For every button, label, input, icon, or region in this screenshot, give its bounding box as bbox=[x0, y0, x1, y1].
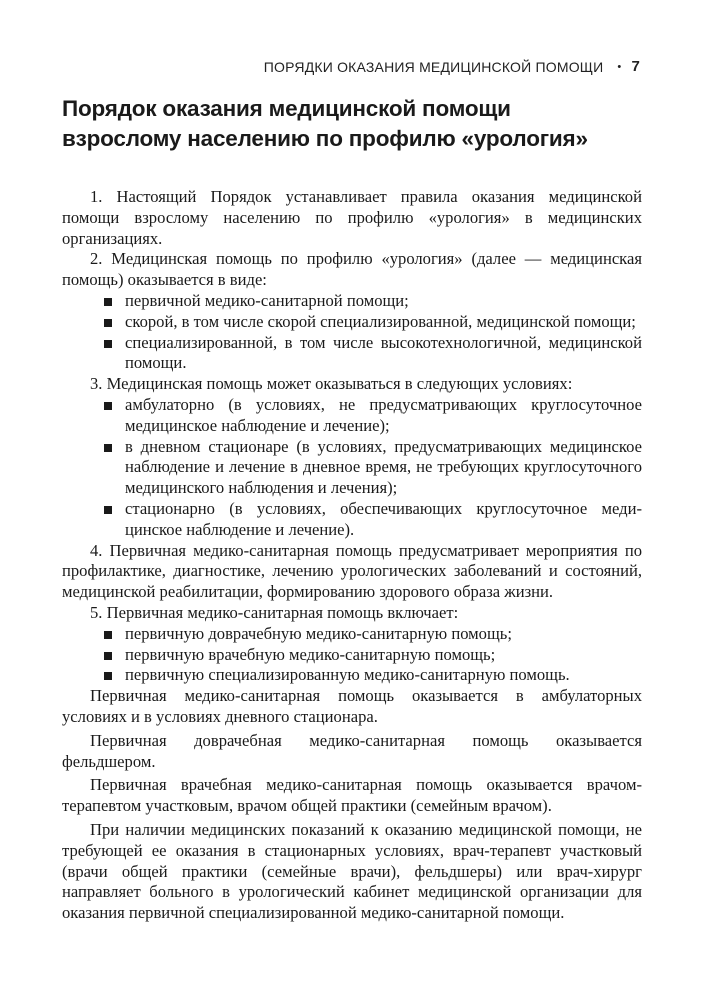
page-number: 7 bbox=[631, 58, 640, 75]
square-bullet-icon bbox=[104, 652, 112, 660]
list-item-text: первичную врачебную медико-санитарную помощь; bbox=[125, 644, 496, 664]
square-bullet-icon bbox=[104, 631, 112, 639]
paragraph-9: При наличии медицинских показаний к оказанию медицинской помощи, не требующей ее оказания в стационарных условиях, врач-терапевт участковый (врачи общей практики (семейные врачи), фельдшеры) или врач-хирург направляет больного в урологический кабинет медицинской организации для оказания первичной специализированной медико-санитарной помощи. bbox=[62, 819, 642, 923]
care-types-list bbox=[62, 291, 642, 374]
square-bullet-icon bbox=[104, 340, 112, 348]
list-item-text: в дневном стационаре (в условиях, предусматривающих медицинское наблюдение и лечение в дневное время, не требующих круглосуточного медицинского наблюдения и лечения); bbox=[125, 436, 642, 498]
care-conditions-list bbox=[62, 395, 642, 541]
paragraph-4: 4. Первичная медико-санитарная помощь предусматривает мероприятия по профилактике, диагностике, лечению урологических заболеваний и состояний, медицинской реабилитации, формированию здорового образа жизни. bbox=[62, 540, 642, 602]
list-item bbox=[125, 437, 642, 499]
list-item bbox=[125, 291, 642, 312]
paragraph-1: 1. Настоящий Порядок устанавливает правила оказания медицинской помощи взрослому населению по профилю «урология» в медицинских организациях. bbox=[62, 187, 642, 248]
paragraph-6: Первичная медико-санитарная помощь оказывается в амбулаторных условиях и в условиях дневного стационара. bbox=[62, 686, 642, 726]
primary-care-list bbox=[62, 624, 642, 686]
list-item-text: скорой, в том числе скорой специализированной, медицинской помощи; bbox=[125, 311, 636, 331]
list-item-text: первичной медико-санитарной помощи; bbox=[125, 290, 409, 310]
list-item-text: амбулаторно (в условиях, не предусматривающих круглосуточное медицинское наблюдение и лечение); bbox=[125, 394, 642, 435]
body-text bbox=[62, 187, 642, 924]
square-bullet-icon bbox=[104, 672, 112, 680]
list-item bbox=[125, 312, 642, 333]
section-title bbox=[62, 94, 622, 154]
paragraph-5: 5. Первичная медико-санитарная помощь включает: bbox=[90, 602, 459, 622]
square-bullet-icon bbox=[104, 298, 112, 306]
section-title-line-2: взрослому населению по профилю «урология» bbox=[62, 126, 588, 151]
list-item-text: первичную специализированную медико-санитарную помощь. bbox=[125, 665, 570, 685]
header-separator: • bbox=[617, 60, 622, 73]
list-item bbox=[125, 645, 642, 666]
paragraph-2: 2. Медицинская помощь по профилю «урология» (далее — медицинская помощь) оказывается в виде: bbox=[62, 249, 642, 290]
list-item bbox=[125, 395, 642, 437]
square-bullet-icon bbox=[104, 506, 112, 514]
list-item bbox=[125, 499, 642, 541]
list-item-text: первичную доврачебную медико-санитарную помощь; bbox=[125, 623, 512, 643]
list-item bbox=[125, 665, 642, 686]
section-title-line-1: Порядок оказания медицинской помощи bbox=[62, 96, 511, 121]
paragraph-8: Первичная врачебная медико-санитарная помощь оказывается врачом-терапевтом участковым, врачом общей практики (семейным врачом). bbox=[62, 775, 642, 816]
square-bullet-icon bbox=[104, 402, 112, 410]
paragraph-3: 3. Медицинская помощь может оказываться в следующих условиях: bbox=[90, 374, 573, 394]
list-item-text: стационарно (в условиях, обеспечивающих круглосуточное медицинское наблюдение и лечение). bbox=[125, 498, 642, 539]
list-item-text: специализированной, в том числе высокотехнологичной, медицинской помощи. bbox=[125, 332, 642, 373]
paragraph-7: Первичная доврачебная медико-санитарная помощь оказывается фельдшером. bbox=[62, 730, 642, 771]
square-bullet-icon bbox=[104, 444, 112, 452]
list-item bbox=[125, 624, 642, 645]
list-item bbox=[125, 333, 642, 375]
running-title: ПОРЯДКИ ОКАЗАНИЯ МЕДИЦИНСКОЙ ПОМОЩИ bbox=[263, 58, 604, 75]
square-bullet-icon bbox=[104, 319, 112, 327]
running-header bbox=[264, 58, 640, 75]
